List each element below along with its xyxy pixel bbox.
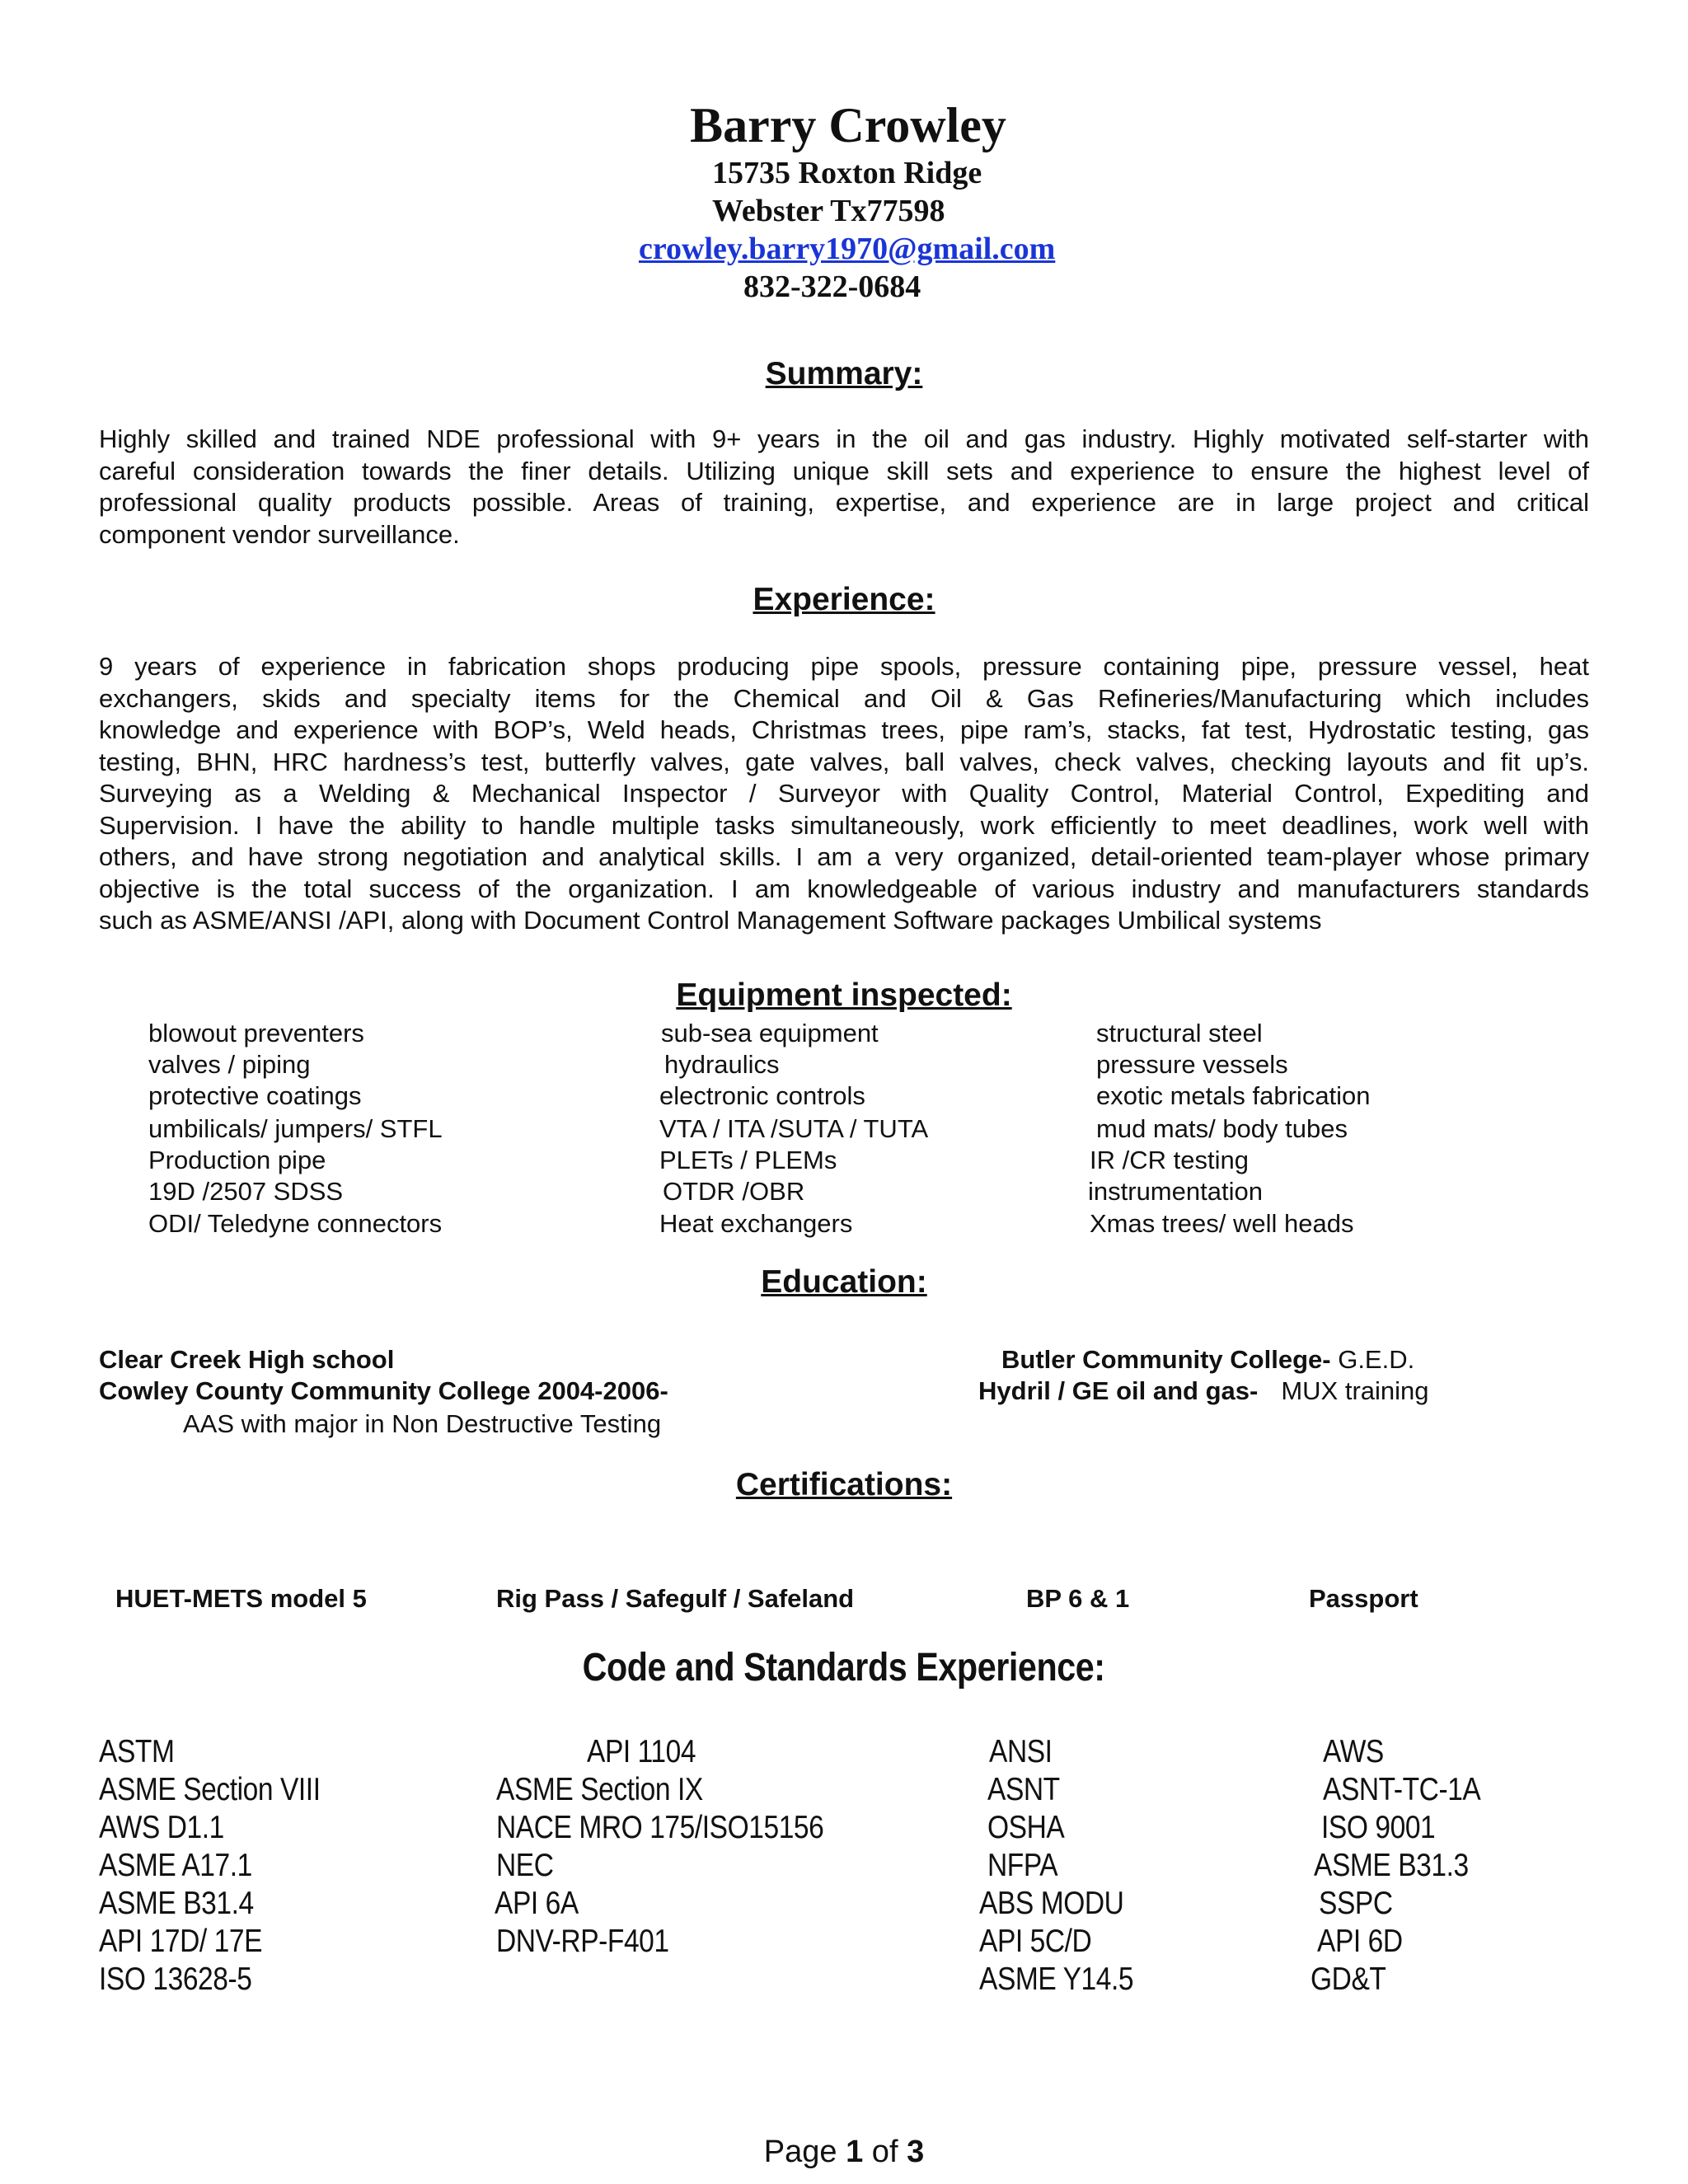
- code-item: NEC: [496, 1848, 554, 1883]
- equipment-item: Production pipe: [148, 1146, 326, 1174]
- street-address: 15735 Roxton Ridge: [712, 156, 982, 190]
- equipment-item: Xmas trees/ well heads: [1090, 1209, 1354, 1238]
- education-school: Butler Community College-: [1001, 1345, 1331, 1374]
- certification-item: Passport: [1309, 1584, 1418, 1613]
- experience-line: Surveying as a Welding & Mechanical Inspector / Surveyor with Quality Control, Material Control, Expediting and: [99, 779, 1589, 808]
- equipment-item: instrumentation: [1088, 1177, 1263, 1206]
- phone-number: 832-322-0684: [743, 269, 921, 304]
- experience-line: objective is the total success of the organization. I am knowledgeable of various industry and manufacturers standards: [99, 874, 1589, 903]
- equipment-item: blowout preventers: [148, 1019, 364, 1047]
- certification-item: Rig Pass / Safegulf / Safeland: [496, 1584, 855, 1613]
- code-item: API 5C/D: [979, 1924, 1092, 1959]
- page-number: [0, 2135, 1688, 2170]
- code-item: ASNT: [987, 1772, 1060, 1807]
- page-of-label: of: [863, 2135, 907, 2169]
- code-item: ISO 13628-5: [99, 1961, 252, 1997]
- code-item: SSPC: [1319, 1886, 1393, 1921]
- code-item: API 6D: [1317, 1924, 1403, 1959]
- education-school: Hydril / GE oil and gas-: [978, 1376, 1259, 1405]
- certification-item: BP 6 & 1: [1026, 1584, 1130, 1613]
- page-label: Page: [763, 2135, 846, 2169]
- summary-line: component vendor surveillance.: [99, 519, 460, 549]
- candidate-name: Barry Crowley: [690, 98, 1006, 152]
- experience-line: exchangers, skids and specialty items for the Chemical and Oil & Gas Refineries/Manufacturing which includes: [99, 683, 1589, 713]
- summary-paragraph: [99, 424, 1589, 551]
- summary-line: professional quality products possible. Areas of training, expertise, and experience are in large project and critical: [99, 488, 1589, 517]
- email-link[interactable]: crowley.barry1970@gmail.com: [639, 232, 1056, 266]
- education-entry: [1001, 1345, 1414, 1375]
- page-total: 3: [907, 2135, 925, 2169]
- code-item: ASME A17.1: [99, 1848, 252, 1883]
- equipment-item: 19D /2507 SDSS: [148, 1177, 344, 1206]
- equipment-item: pressure vessels: [1096, 1050, 1288, 1079]
- code-item: ISO 9001: [1321, 1810, 1436, 1845]
- equipment-item: hydraulics: [664, 1050, 780, 1079]
- code-item: ASME Section VIII: [99, 1772, 321, 1807]
- education-entry: [978, 1376, 1429, 1406]
- code-item: AWS D1.1: [99, 1810, 224, 1845]
- code-item: GD&T: [1311, 1961, 1386, 1997]
- equipment-item: sub-sea equipment: [661, 1019, 879, 1047]
- code-item: API 6A: [495, 1886, 579, 1921]
- certifications-heading: Certifications:: [735, 1467, 953, 1502]
- experience-line: knowledge and experience with BOP’s, Weld heads, Christmas trees, pipe ram’s, stacks, fat test, Hydrostatic testing, gas: [99, 715, 1589, 744]
- equipment-item: VTA / ITA /SUTA / TUTA: [659, 1114, 929, 1143]
- code-item: ASME Section IX: [496, 1772, 703, 1807]
- codes-heading-wrap: [0, 1645, 1688, 1690]
- education-school: Clear Creek High school: [99, 1345, 395, 1374]
- equipment-item: valves / piping: [148, 1050, 311, 1079]
- certification-item: HUET-METS model 5: [115, 1584, 367, 1613]
- experience-line: 9 years of experience in fabrication shops producing pipe spools, pressure containing pipe, pressure vessel, heat: [99, 652, 1589, 681]
- equipment-item: exotic metals fabrication: [1096, 1081, 1371, 1110]
- experience-line: such as ASME/ANSI /API, along with Document Control Management Software packages Umbilical systems: [99, 906, 1322, 935]
- education-detail: G.E.D.: [1330, 1345, 1415, 1374]
- code-item: ASNT-TC-1A: [1323, 1772, 1481, 1807]
- experience-line: testing, BHN, HRC hardness’s test, butterfly valves, gate valves, ball valves, check valves, checking layouts and fit up’s.: [99, 747, 1589, 776]
- city-address: Webster Tx77598: [712, 194, 945, 228]
- codes-heading: Code and Standards Experience:: [582, 1646, 1105, 1690]
- summary-line: Highly skilled and trained NDE professional with 9+ years in the oil and gas industry. Highly motivated self-starter with: [99, 424, 1589, 453]
- code-item: NFPA: [987, 1848, 1058, 1883]
- code-item: ASME B31.4: [99, 1886, 254, 1921]
- experience-heading: Experience:: [753, 582, 935, 617]
- equipment-heading: Equipment inspected:: [676, 977, 1012, 1013]
- education-heading: Education:: [761, 1264, 927, 1300]
- summary-line: careful consideration towards the finer details. Utilizing unique skill sets and experience to ensure the highest level of: [99, 456, 1589, 485]
- code-item: ASME B31.3: [1314, 1848, 1469, 1883]
- page-current: 1: [846, 2135, 864, 2169]
- code-item: ABS MODU: [979, 1886, 1124, 1921]
- summary-heading: Summary:: [765, 356, 923, 391]
- code-item: ASTM: [99, 1734, 175, 1769]
- code-item: NACE MRO 175/ISO15156: [496, 1810, 824, 1845]
- education-degree: AAS with major in Non Destructive Testing: [183, 1409, 662, 1438]
- equipment-item: ODI/ Teledyne connectors: [148, 1209, 443, 1238]
- equipment-item: protective coatings: [148, 1081, 362, 1110]
- equipment-item: OTDR /OBR: [663, 1177, 805, 1206]
- experience-paragraph: [99, 651, 1589, 937]
- equipment-item: umbilicals/ jumpers/ STFL: [148, 1114, 443, 1143]
- experience-line: others, and have strong negotiation and analytical skills. I am a very organized, detail-oriented team-player whose primary: [99, 842, 1589, 871]
- equipment-item: electronic controls: [659, 1081, 865, 1110]
- code-item: ANSI: [989, 1734, 1053, 1769]
- experience-line: Supervision. I have the ability to handle multiple tasks simultaneously, work efficiently to meet deadlines, work well with: [99, 810, 1589, 840]
- code-item: ASME Y14.5: [979, 1961, 1134, 1997]
- equipment-item: PLETs / PLEMs: [659, 1146, 837, 1174]
- code-item: AWS: [1323, 1734, 1384, 1769]
- equipment-item: mud mats/ body tubes: [1096, 1114, 1348, 1143]
- code-item: API 1104: [587, 1734, 696, 1769]
- equipment-item: Heat exchangers: [659, 1209, 853, 1238]
- code-item: API 17D/ 17E: [99, 1924, 263, 1959]
- equipment-item: structural steel: [1096, 1019, 1263, 1047]
- code-item: DNV-RP-F401: [496, 1924, 669, 1959]
- code-item: OSHA: [987, 1810, 1065, 1845]
- equipment-item: IR /CR testing: [1090, 1146, 1249, 1174]
- education-school: Cowley County Community College 2004-2006-: [99, 1376, 668, 1405]
- education-detail: MUX training: [1281, 1376, 1429, 1405]
